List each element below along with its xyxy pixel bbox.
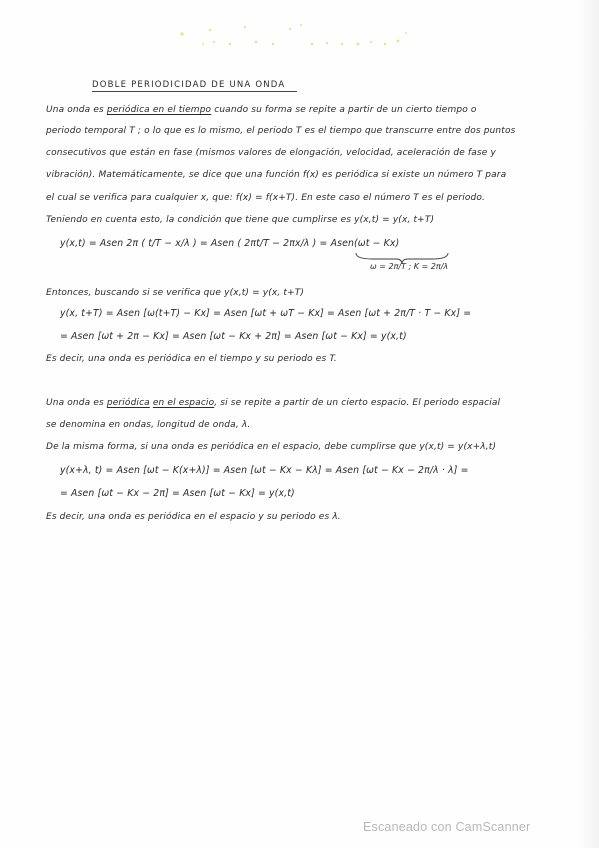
time-line-1-end: cuando su forma se repite a partir de un cierto tiempo o (211, 105, 477, 115)
time-line-2: periodo temporal T ; o lo que es lo mismo, el periodo T es el tiempo que transcurre entre dos puntos (46, 126, 516, 136)
omega-k-definitions: ω = 2π/T ; K = 2π/λ (370, 262, 449, 271)
title-underline (92, 91, 297, 92)
space-line-1-underlined-b: en el espacio (152, 398, 215, 408)
page-title: DOBLE PERIODICIDAD DE UNA ONDA (92, 80, 286, 90)
yellow-bleed-through (170, 20, 420, 50)
space-line-2: se denomina en ondas, longitud de onda, λ. (46, 420, 251, 430)
space-equation-1: y(x+λ, t) = Asen [ωt − K(x+λ)] = Asen [ωt − Kx − Kλ] = Asen [ωt − Kx − 2π/λ · λ] = (60, 465, 469, 476)
scanner-watermark: Escaneado con CamScanner (363, 820, 531, 834)
time-line-1-underlined: periódica en el tiempo (106, 105, 212, 115)
time-line-6: Teniendo en cuenta esto, la condición que tiene que cumplirse es y(x,t) = y(x, t+T) (46, 215, 435, 225)
time-line-7: Entonces, buscando si se verifica que y(x,t) = y(x, t+T) (46, 288, 305, 298)
space-equation-2: = Asen [ωt − Kx − 2π] = Asen [ωt − Kx] = y(x,t) (60, 488, 295, 499)
space-line-3: De la misma forma, si una onda es periódica en el espacio, debe cumplirse que y(x,t) = y(x+λ,t) (46, 442, 497, 452)
page-edge-shadow (577, 0, 599, 848)
space-line-1-end: , si se repite a partir de un cierto espacio. El periodo espacial (214, 398, 501, 408)
space-line-1 (46, 397, 500, 409)
time-equation-2: y(x, t+T) = Asen [ω(t+T) − Kx] = Asen [ωt + ωT − Kx] = Asen [ωt + 2π/T · T − Kx] = (60, 308, 472, 319)
time-line-1 (46, 104, 477, 116)
time-equation-3: = Asen [ωt + 2π − Kx] = Asen [ωt − Kx + 2π] = Asen [ωt − Kx] = y(x,t) (60, 331, 407, 342)
space-line-1-underlined-a: periódica (106, 398, 150, 408)
time-line-3: consecutivos que están en fase (mismos valores de elongación, velocidad, aceleración de fase y (46, 148, 496, 158)
time-equation-1: y(x,t) = Asen 2π ( t/T − x/λ ) = Asen ( 2πt/T − 2πx/λ ) = Asen(ωt − Kx) (60, 238, 400, 249)
time-line-1-start: Una onda es (46, 105, 107, 115)
time-line-5: el cual se verifica para cualquier x, que: f(x) = f(x+T). En este caso el número T es el periodo. (46, 193, 486, 203)
time-conclusion: Es decir, una onda es periódica en el tiempo y su periodo es T. (46, 354, 337, 364)
space-line-1-start: Una onda es (46, 398, 107, 408)
space-conclusion: Es decir, una onda es periódica en el espacio y su periodo es λ. (46, 512, 341, 522)
time-line-4: vibración). Matemáticamente, se dice que una función f(x) es periódica si existe un número T para (46, 170, 507, 180)
